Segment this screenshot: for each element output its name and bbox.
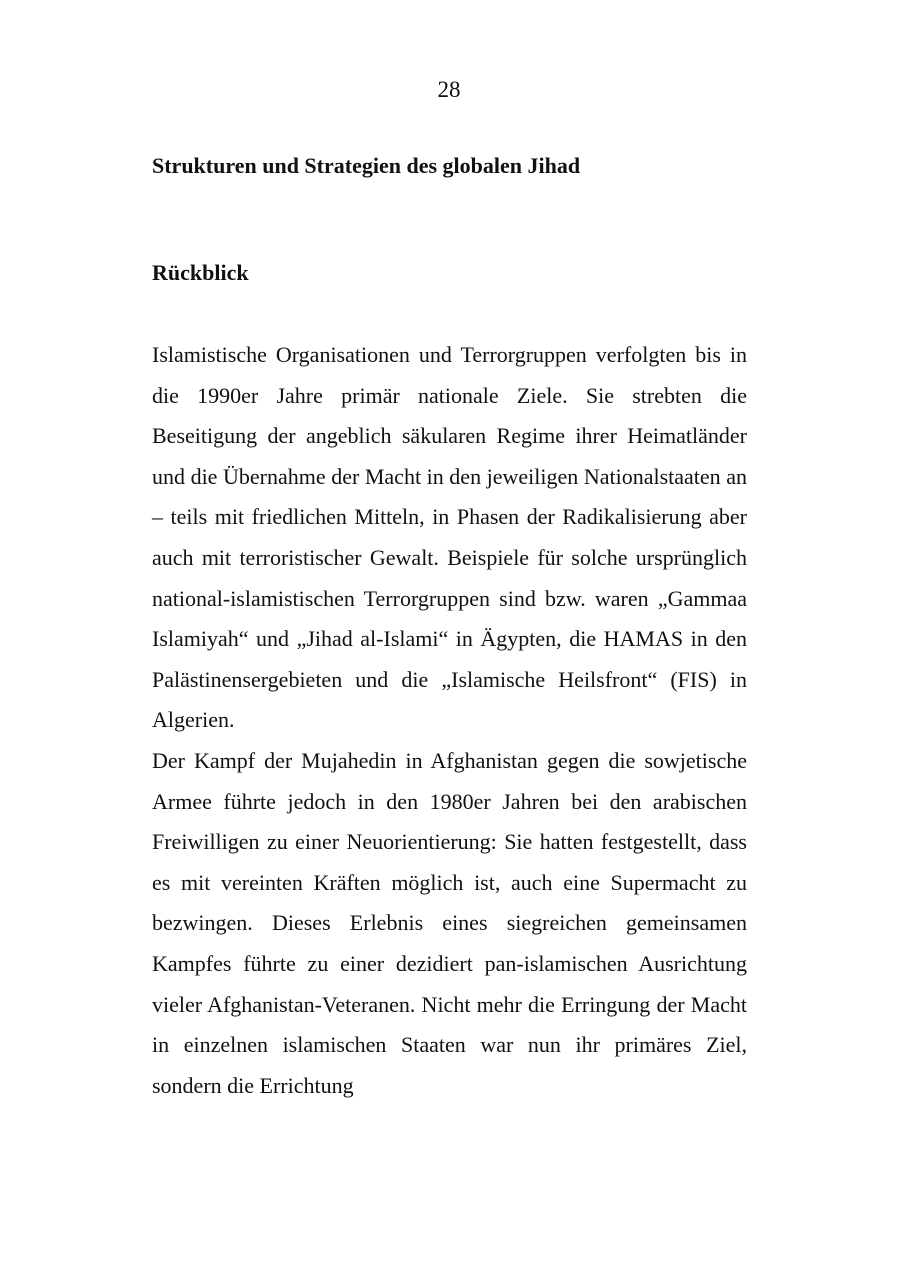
paragraph: Islamistische Organisationen und Terrorgruppen verfolgten bis in die 1990er Jahre primär nationale Ziele. Sie strebten die Beseitigung der angeblich säkularen Regime ihrer Heimatländer und die Übernahme der Macht in den jeweiligen Nationalstaaten an – teils mit friedlichen Mitteln, in Phasen der Radikalisierung aber auch mit terroristischer Gewalt. Beispiele für solche ursprünglich national-islamistischen Terrorgruppen sind bzw. waren „Gammaa Islamiyah“ und „Jihad al-Islami“ in Ägypten, die HAMAS in den Palästinensergebieten und die „Islamische Heilsfront“ (FIS) in Algerien.	[152, 342, 747, 733]
paragraph: Der Kampf der Mujahedin in Afghanistan gegen die sowjetische Armee führte jedoch in den 1980er Jahren bei den arabischen Freiwilligen zu einer Neuorientierung: Sie hatten festgestellt, dass es mit vereinten Kräften möglich ist, auch eine Supermacht zu bezwingen. Dieses Erlebnis eines siegreichen gemeinsamen Kampfes führte zu einer dezidiert pan-islamischen Ausrichtung vieler Afghanistan-Veteranen. Nicht mehr die Erringung der Macht in einzelnen islamischen Staaten war nun ihr primäres Ziel, sondern die Errichtung	[152, 747, 747, 1098]
body-text	[152, 335, 747, 1106]
page-number: 28	[437, 77, 461, 102]
section-heading: Rückblick	[152, 260, 249, 285]
chapter-title: Strukturen und Strategien des globalen Jihad	[152, 153, 581, 178]
